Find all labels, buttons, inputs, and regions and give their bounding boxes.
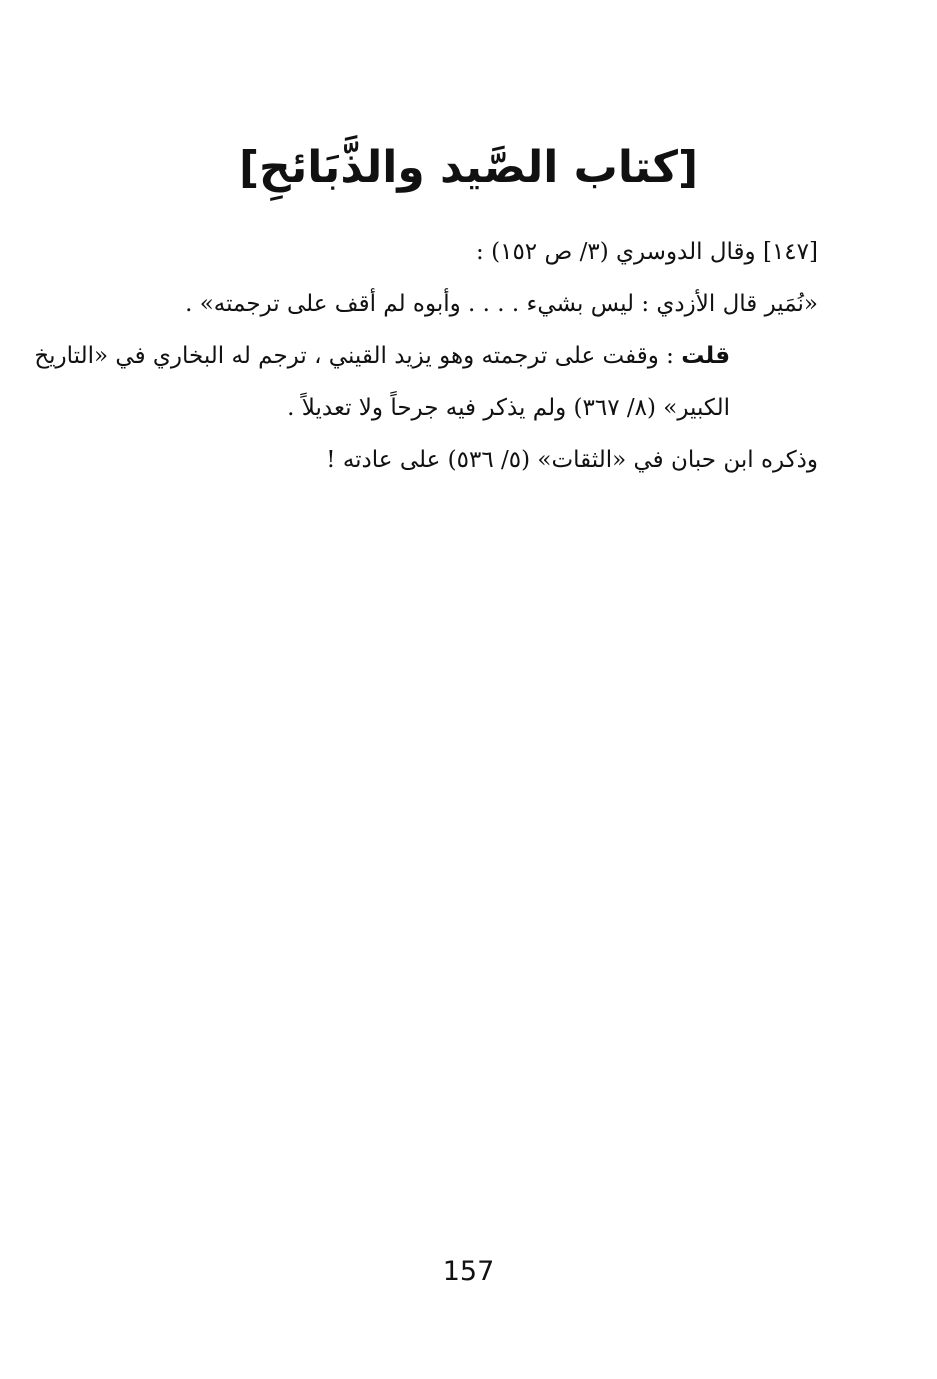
entry-comment-line-2: الكبير» (٨/ ٣٦٧) ولم يذكر فيه جرحاً ولا تعديلاً . (287, 395, 730, 421)
entry-comment (0, 330, 730, 434)
chapter-title: [كتاب الصَّيد والذَّبَائحِ] (238, 142, 699, 193)
page-number: 157 (442, 1256, 495, 1287)
entry-closing: وذكره ابن حبان في «الثقات» (٥/ ٥٣٦) على عادته ! (326, 447, 818, 473)
entry-quote: «نُمَير قال الأزدي : ليس بشيء . . . . وأبوه لم أقف على ترجمته» . (185, 291, 818, 317)
entry-body (34, 226, 818, 486)
entry-heading: [١٤٧] وقال الدوسري (٣/ ص ١٥٢) : (476, 239, 818, 265)
comment-text-1: : وقفت على ترجمته وهو يزيد القيني ، ترجم له البخاري في «التاريخ (34, 343, 682, 369)
entry-comment-line-1 (0, 330, 730, 382)
comment-label: قلت (681, 343, 730, 369)
